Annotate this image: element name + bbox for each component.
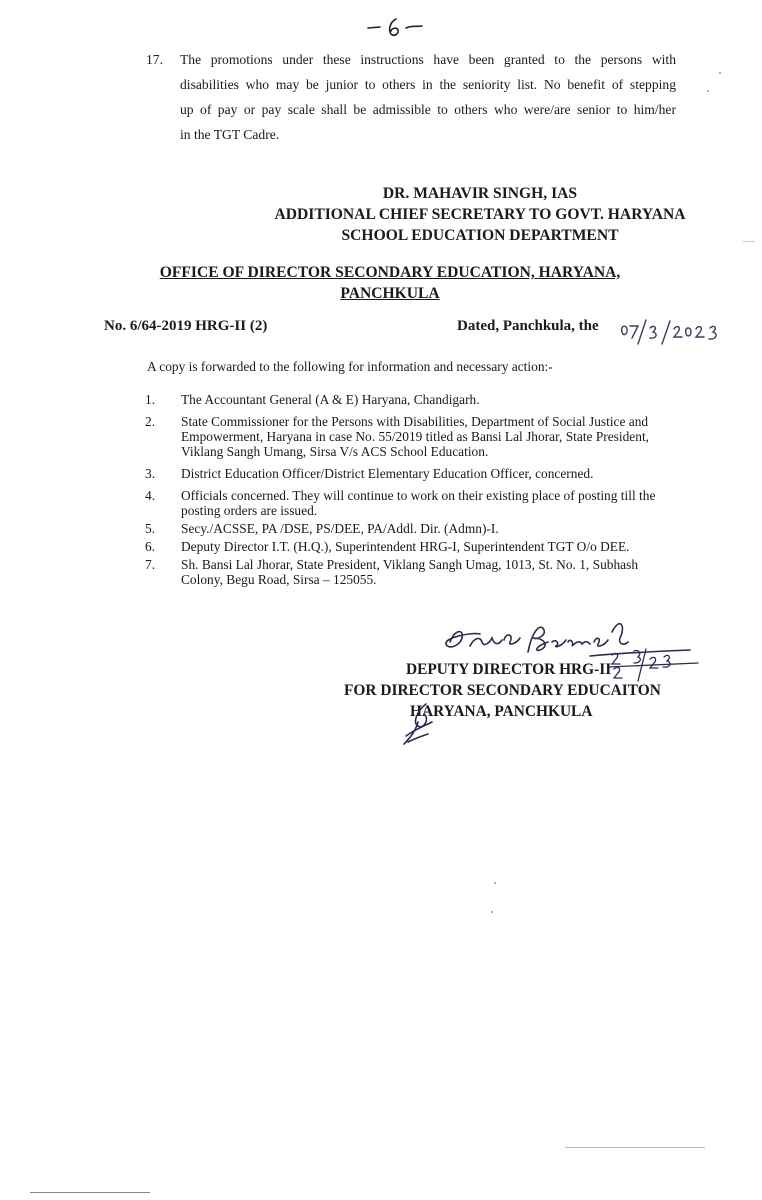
list-item-number: 5. xyxy=(145,521,156,536)
dated-label: Dated, Panchkula, the xyxy=(457,318,599,334)
list-item xyxy=(145,414,675,459)
scan-edge-line xyxy=(565,1147,705,1148)
paragraph-number: 17. xyxy=(146,52,163,67)
forwarding-intro: A copy is forwarded to the following for information and necessary action:- xyxy=(147,359,553,374)
office-line-1: OFFICE OF DIRECTOR SECONDARY EDUCATION, HARYANA, xyxy=(159,264,621,281)
list-item-number: 1. xyxy=(145,392,156,407)
paragraph-line: The promotions under these instructions have been granted to the persons with xyxy=(180,52,676,67)
list-item-number: 3. xyxy=(145,466,156,481)
scan-speck xyxy=(719,72,721,74)
list-item xyxy=(145,521,675,536)
paragraph-17 xyxy=(146,47,676,147)
list-item-text: The Accountant General (A & E) Haryana, Chandigarh. xyxy=(181,392,480,407)
list-item xyxy=(145,392,675,407)
handwritten-date xyxy=(618,316,728,346)
list-item-number: 7. xyxy=(145,557,156,572)
issuer-block xyxy=(240,183,720,246)
initials-mark xyxy=(398,700,448,748)
list-item-number: 2. xyxy=(145,414,156,429)
scan-edge-line xyxy=(30,1192,150,1193)
reference-number: No. 6/64-2019 HRG-II (2) xyxy=(104,318,268,334)
signatory-for: FOR DIRECTOR SECONDARY EDUCAITON xyxy=(344,682,661,699)
list-item xyxy=(145,557,675,587)
paragraph-line: up of pay or pay scale shall be admissible to others who were/are senior to him/her xyxy=(180,102,676,117)
list-item xyxy=(145,539,675,554)
issuer-designation: ADDITIONAL CHIEF SECRETARY TO GOVT. HARYANA xyxy=(274,206,686,223)
paragraph-line: disabilities who may be junior to others in the seniority list. No benefit of stepping xyxy=(180,77,676,92)
scan-speck xyxy=(494,882,496,884)
list-item-text: District Education Officer/District Elementary Education Officer, concerned. xyxy=(181,466,594,481)
scan-edge-line xyxy=(743,241,755,242)
paragraph-line: in the TGT Cadre. xyxy=(180,127,280,142)
office-heading xyxy=(120,262,660,304)
list-item-text: Secy./ACSSE, PA /DSE, PS/DEE, PA/Addl. Dir. (Admn)-I. xyxy=(181,521,499,536)
list-item-text: Deputy Director I.T. (H.Q.), Superintendent HRG-I, Superintendent TGT O/o DEE. xyxy=(181,539,630,554)
page-number-mark xyxy=(366,14,426,40)
issuer-department: SCHOOL EDUCATION DEPARTMENT xyxy=(341,227,619,244)
list-item-number: 4. xyxy=(145,488,156,503)
list-item xyxy=(145,488,675,518)
signatory-location: HARYANA, PANCHKULA xyxy=(410,703,593,720)
list-item-text: State Commissioner for the Persons with Disabilities, Department of Social Justice and Empowerment, Haryana in case No. 55/2019 titled as Bansi Lal Jhorar, State President, Viklang Sangh Umang, Sirsa V/s ACS School Education. xyxy=(181,414,650,459)
list-item-text: Sh. Bansi Lal Jhorar, State President, Viklang Sangh Umag, 1013, St. No. 1, Subhash Colony, Begu Road, Sirsa – 125055. xyxy=(181,557,639,587)
recipient-list xyxy=(145,392,675,590)
scan-speck xyxy=(491,911,493,913)
list-item xyxy=(145,466,675,481)
issuer-name: DR. MAHAVIR SINGH, IAS xyxy=(382,185,578,202)
scan-speck xyxy=(707,90,709,92)
list-item-number: 6. xyxy=(145,539,156,554)
signatory-designation: DEPUTY DIRECTOR HRG-II xyxy=(406,661,612,678)
list-item-text: Officials concerned. They will continue to work on their existing place of posting till the posting orders are issued. xyxy=(181,488,656,518)
office-line-2: PANCHKULA xyxy=(340,285,440,302)
